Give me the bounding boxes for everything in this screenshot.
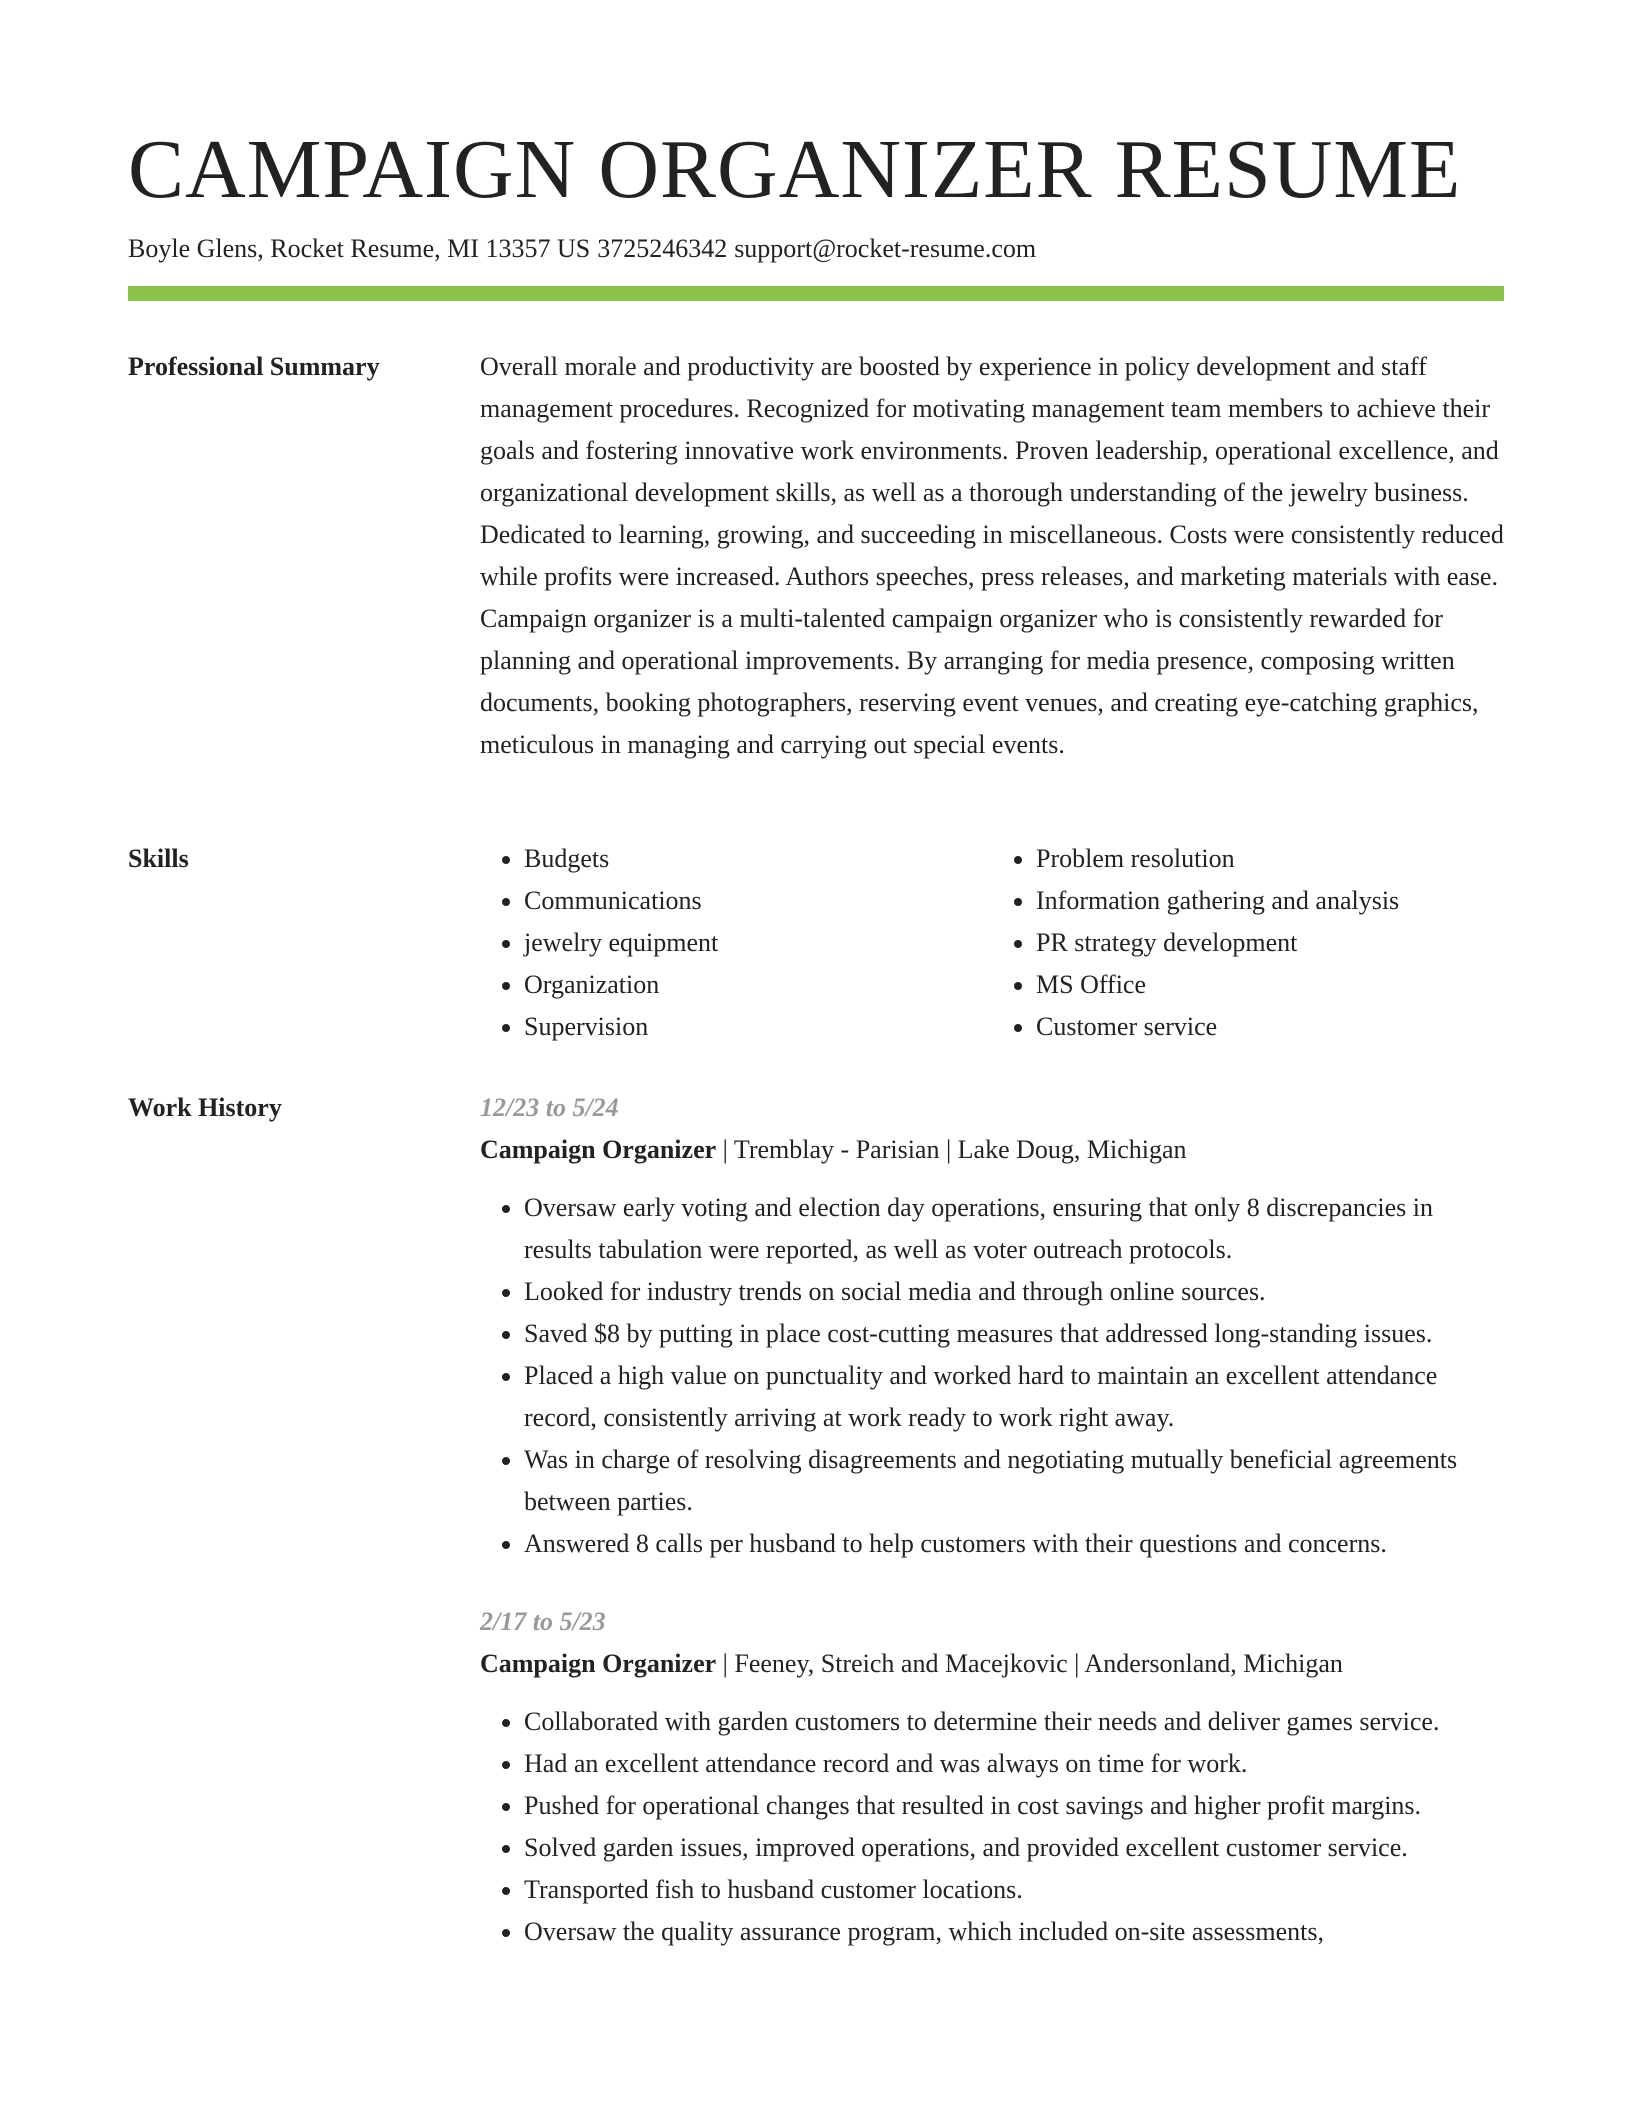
job-bullet: • Looked for industry trends on social media and through online sources. bbox=[524, 1271, 1504, 1313]
header-divider bbox=[128, 286, 1504, 301]
job-details: | Tremblay - Parisian | Lake Doug, Michigan bbox=[716, 1135, 1187, 1164]
job-dates: 2/17 to 5/23 bbox=[480, 1607, 606, 1636]
skills-list-left bbox=[480, 838, 992, 1048]
job-bullet: • Oversaw the quality assurance program, which included on-site assessments, bbox=[524, 1911, 1504, 1953]
job-bullet: • Solved garden issues, improved operations, and provided excellent customer service. bbox=[524, 1827, 1504, 1869]
job-entry bbox=[480, 1087, 1504, 1565]
summary-body bbox=[480, 346, 1504, 766]
contact-address: Boyle Glens, Rocket Resume, MI 13357 US bbox=[128, 234, 591, 263]
summary-text: Overall morale and productivity are boosted by experience in policy development and staff management procedures. Recognized for motivating management team members to achieve their goals and fostering innovative work environments. Proven leadership, operational excellence, and organizational development skills, as well as a thorough understanding of the jewelry business. Dedicated to learning, growing, and succeeding in miscellaneous. Costs were consistently reduced while profits were increased. Authors speeches, press releases, and marketing materials with ease. Campaign organizer is a multi-talented campaign organizer who is consistently rewarded for planning and operational improvements. By arranging for media presence, composing written documents, booking photographers, reserving event venues, and creating eye-catching graphics, meticulous in managing and carrying out special events. bbox=[480, 352, 1504, 759]
work-history-label: Work History bbox=[128, 1093, 282, 1122]
skill-item: • Customer service bbox=[1036, 1006, 1504, 1048]
skills-grid bbox=[480, 838, 1504, 1048]
skill-item: • Supervision bbox=[524, 1006, 992, 1048]
job-entry bbox=[480, 1601, 1504, 1953]
work-history-body bbox=[480, 1087, 1504, 1989]
skill-item: • jewelry equipment bbox=[524, 922, 992, 964]
job-bullet: • Was in charge of resolving disagreements and negotiating mutually beneficial agreements between parties. bbox=[524, 1439, 1504, 1523]
job-bullets bbox=[480, 1701, 1504, 1953]
skill-item: • Information gathering and analysis bbox=[1036, 880, 1504, 922]
contact-line bbox=[128, 232, 1036, 266]
job-bullet: • Saved $8 by putting in place cost-cutting measures that addressed long-standing issues. bbox=[524, 1313, 1504, 1355]
job-title: Campaign Organizer bbox=[480, 1135, 717, 1164]
skill-item: • Communications bbox=[524, 880, 992, 922]
job-bullet: • Placed a high value on punctuality and worked hard to maintain an excellent attendance record, consistently arriving at work ready to work right away. bbox=[524, 1355, 1504, 1439]
job-title: Campaign Organizer bbox=[480, 1649, 717, 1678]
skills-label: Skills bbox=[128, 844, 189, 873]
job-heading bbox=[480, 1643, 1504, 1685]
skill-item: • MS Office bbox=[1036, 964, 1504, 1006]
job-bullet: • Oversaw early voting and election day operations, ensuring that only 8 discrepancies in results tabulation were reported, as well as voter outreach protocols. bbox=[524, 1187, 1504, 1271]
skill-item: • PR strategy development bbox=[1036, 922, 1504, 964]
skills-body bbox=[480, 838, 1504, 1048]
summary-label: Professional Summary bbox=[128, 352, 380, 381]
job-details: | Feeney, Streich and Macejkovic | Andersonland, Michigan bbox=[716, 1649, 1343, 1678]
resume-title: CAMPAIGN ORGANIZER RESUME bbox=[128, 123, 1462, 216]
job-dates: 12/23 to 5/24 bbox=[480, 1093, 619, 1122]
skill-item: • Problem resolution bbox=[1036, 838, 1504, 880]
job-bullet: • Pushed for operational changes that resulted in cost savings and higher profit margins. bbox=[524, 1785, 1504, 1827]
skill-item: • Organization bbox=[524, 964, 992, 1006]
job-bullets bbox=[480, 1187, 1504, 1565]
job-heading bbox=[480, 1129, 1504, 1171]
job-bullet: • Answered 8 calls per husband to help customers with their questions and concerns. bbox=[524, 1523, 1504, 1565]
contact-phone: 3725246342 bbox=[597, 234, 728, 263]
contact-email: support@rocket-resume.com bbox=[734, 234, 1037, 263]
skill-item: • Budgets bbox=[524, 838, 992, 880]
job-bullet: • Transported fish to husband customer locations. bbox=[524, 1869, 1504, 1911]
job-bullet: • Collaborated with garden customers to determine their needs and deliver games service. bbox=[524, 1701, 1504, 1743]
skills-list-right bbox=[992, 838, 1504, 1048]
job-bullet: • Had an excellent attendance record and was always on time for work. bbox=[524, 1743, 1504, 1785]
